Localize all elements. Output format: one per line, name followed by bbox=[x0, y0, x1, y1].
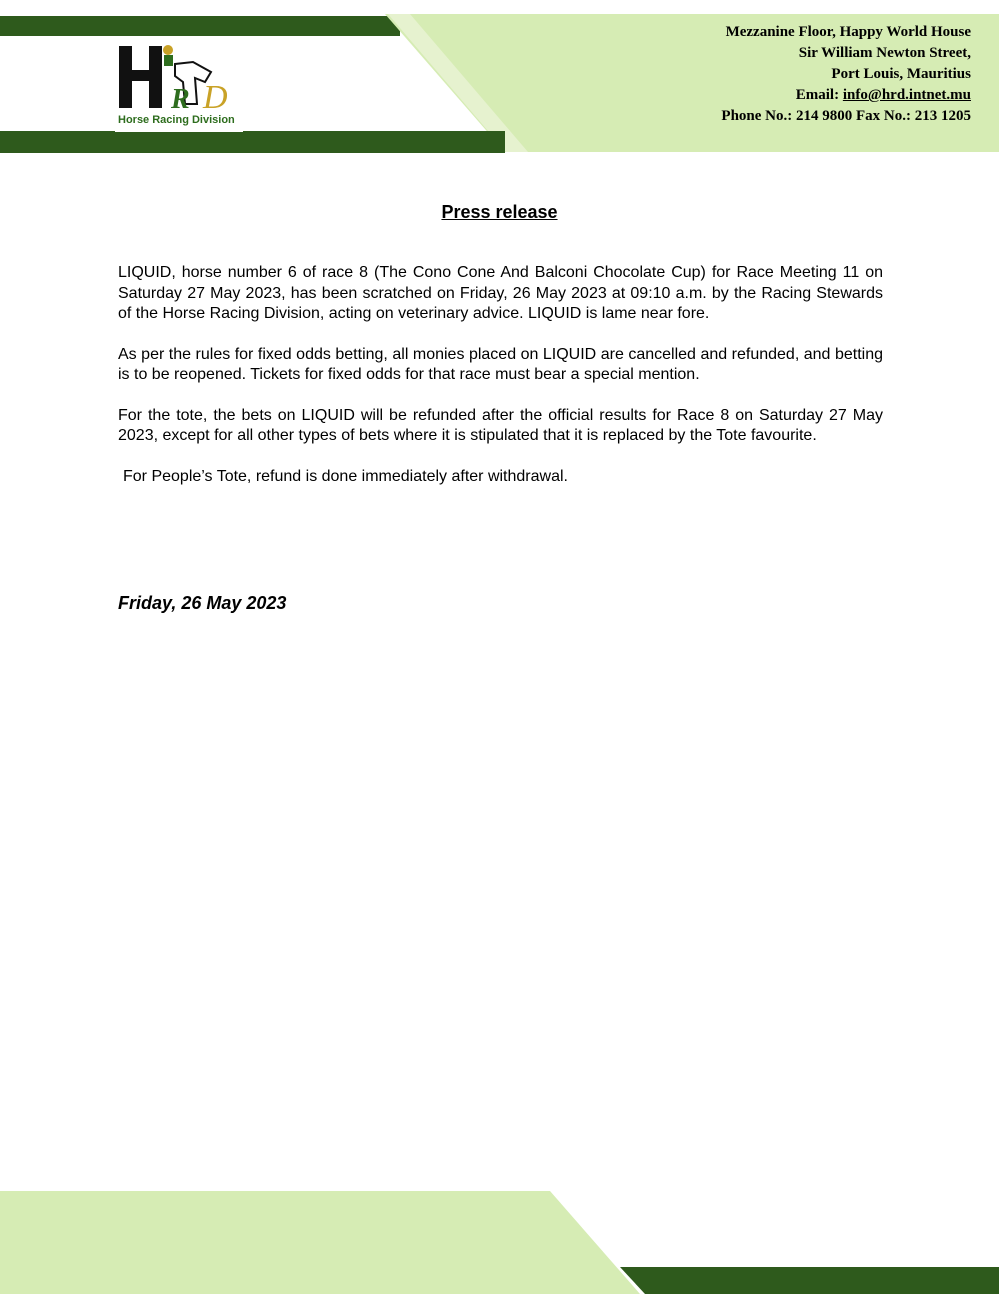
document-body bbox=[118, 263, 883, 507]
logo-h-bar bbox=[119, 70, 162, 81]
hrd-logo bbox=[115, 42, 243, 132]
email-line bbox=[721, 85, 971, 106]
footer-band-dark-stripe bbox=[620, 1267, 999, 1294]
email-label: Email: bbox=[795, 87, 843, 103]
footer-band-slope bbox=[528, 1191, 640, 1294]
paragraph-1: LIQUID, horse number 6 of race 8 (The Cono Cone And Balconi Chocolate Cup) for Race Meeting 11 on Saturday 27 May 2023, has been scratched on Friday, 26 May 2023 at 09:10 a.m. by the Racing Stewards of the Horse Racing Division, acting on veterinary advice. LIQUID is lame near fore. bbox=[118, 264, 883, 322]
address-line-2: Sir William Newton Street, bbox=[798, 45, 971, 61]
paragraph-3: For the tote, the bets on LIQUID will be refunded after the official results for Race 8 on Saturday 27 May 2023, except for all other types of bets where it is stipulated that it is replaced by the Tote favourite. bbox=[118, 406, 883, 444]
logo-r-letter: R bbox=[171, 84, 190, 114]
email-link[interactable]: info@hrd.intnet.mu bbox=[842, 87, 971, 103]
header-band-top-stripe bbox=[0, 16, 400, 36]
document-title: Press release bbox=[441, 202, 558, 222]
phone-line: Phone No.: 214 9800 Fax No.: 213 1205 bbox=[721, 108, 971, 124]
address-line-3: Port Louis, Mauritius bbox=[831, 66, 971, 82]
document-date: Friday, 26 May 2023 bbox=[118, 593, 287, 613]
footer-band-light-panel bbox=[0, 1191, 528, 1294]
paragraph-2: As per the rules for fixed odds betting, all monies placed on LIQUID are cancelled and refunded, and betting is to be reopened. Tickets for fixed odds for that race must bear a special mention. bbox=[118, 345, 883, 383]
footer-band bbox=[0, 1185, 999, 1294]
hrd-logo-mark bbox=[115, 42, 243, 114]
header-band-bottom-stripe bbox=[0, 131, 505, 153]
jockey-head-icon bbox=[163, 45, 173, 55]
paragraph-4: For People’s Tote, refund is done immediately after withdrawal. bbox=[123, 467, 568, 485]
jockey-body-icon bbox=[164, 55, 173, 66]
logo-d-letter: D bbox=[203, 79, 228, 114]
address-block bbox=[721, 22, 971, 127]
address-line-1: Mezzanine Floor, Happy World House bbox=[725, 24, 971, 40]
logo-caption: Horse Racing Division bbox=[118, 114, 235, 126]
